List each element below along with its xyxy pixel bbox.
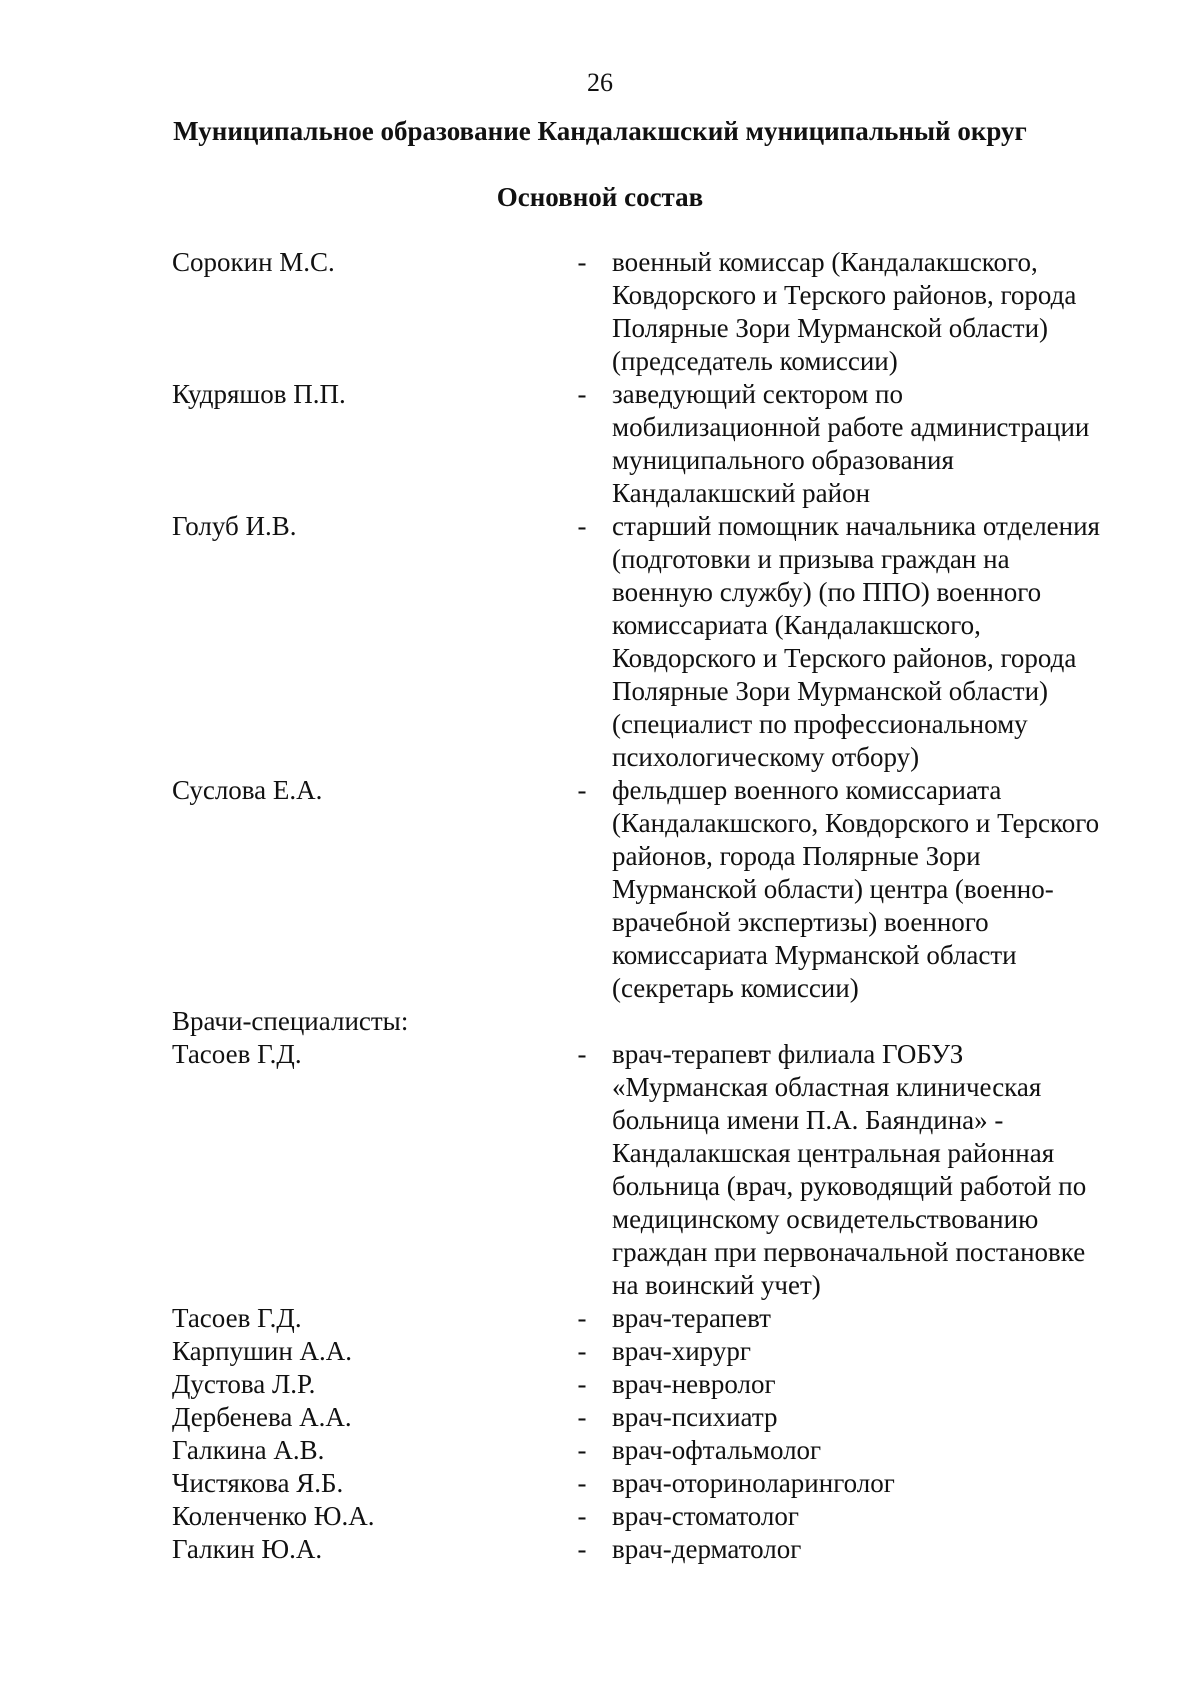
member-role: старший помощник начальника отделения (подготовки и призыва граждан на военную службу) (по ППО) военного комиссариата (Кандалакшского, Ковдорского и Терского районов, города Полярные Зори Мурманской области) (специалист по профессиональному психологическому отбору) — [612, 511, 1100, 772]
specialist-name: Галкина А.В. — [172, 1435, 325, 1465]
member-name: Суслова Е.А. — [172, 775, 323, 805]
member-name: Сорокин М.С. — [172, 247, 335, 277]
specialist-role: врач-стоматолог — [612, 1501, 799, 1531]
dash-separator: - — [577, 1336, 587, 1366]
specialist-row — [172, 1467, 1162, 1500]
dash-separator: - — [577, 775, 587, 805]
specialist-role: врач-хирург — [612, 1336, 751, 1366]
specialist-row — [172, 1500, 1162, 1533]
specialist-name: Галкин Ю.А. — [172, 1534, 323, 1564]
section-title: Основной состав — [496, 182, 704, 212]
specialist-role: врач-офтальмолог — [612, 1435, 822, 1465]
specialist-row — [172, 1335, 1162, 1368]
specialist-role: врач-невролог — [612, 1369, 776, 1399]
specialist-role: врач-дерматолог — [612, 1534, 802, 1564]
specialists-heading: Врачи-специалисты: — [172, 1006, 409, 1036]
dash-separator: - — [577, 379, 587, 409]
member-row — [172, 774, 1162, 1005]
dash-separator: - — [577, 1039, 587, 1069]
specialist-row — [172, 1038, 1162, 1302]
specialist-name: Коленченко Ю.А. — [172, 1501, 375, 1531]
dash-separator: - — [577, 1468, 587, 1498]
dash-separator: - — [577, 1303, 587, 1333]
document-title: Муниципальное образование Кандалакшский муниципальный округ — [173, 116, 1027, 146]
dash-separator: - — [577, 1501, 587, 1531]
specialist-row — [172, 1533, 1162, 1566]
specialist-role: врач-оториноларинголог — [612, 1468, 895, 1498]
member-name: Голуб И.В. — [172, 511, 297, 541]
specialist-name: Тасоев Г.Д. — [172, 1303, 302, 1333]
member-role: военный комиссар (Кандалакшского, Ковдорского и Терского районов, города Полярные Зори Мурманской области) (председатель комиссии) — [612, 247, 1077, 376]
specialist-role: врач-психиатр — [612, 1402, 778, 1432]
member-row — [172, 378, 1162, 510]
specialist-name: Карпушин А.А. — [172, 1336, 353, 1366]
dash-separator: - — [577, 1402, 587, 1432]
dash-separator: - — [577, 1534, 587, 1564]
specialist-role: врач-терапевт филиала ГОБУЗ «Мурманская областная клиническая больница имени П.А. Баяндина» - Кандалакшская центральная районная больница (врач, руководящий работой по медицинскому освидетельствованию граждан при первоначальной постановке на воинский учет) — [612, 1039, 1087, 1300]
specialist-name: Дербенева А.А. — [172, 1402, 352, 1432]
member-role: фельдшер военного комиссариата (Кандалакшского, Ковдорского и Терского районов, города Полярные Зори Мурманской области) центра (военно- врачебной экспертизы) военного комиссариата Мурманской области (секретарь комиссии) — [612, 775, 1100, 1003]
specialist-name: Чистякова Я.Б. — [172, 1468, 344, 1498]
member-row — [172, 510, 1162, 774]
page-number: 26 — [587, 68, 613, 97]
dash-separator: - — [577, 247, 587, 277]
dash-separator: - — [577, 1369, 587, 1399]
specialist-row — [172, 1368, 1162, 1401]
commission-list — [172, 246, 1162, 1566]
specialist-name: Тасоев Г.Д. — [172, 1039, 302, 1069]
specialist-role: врач-терапевт — [612, 1303, 771, 1333]
member-role: заведующий сектором по мобилизационной работе администрации муниципального образования Кандалакшский район — [612, 379, 1090, 508]
specialist-row — [172, 1401, 1162, 1434]
specialist-row — [172, 1434, 1162, 1467]
specialists-heading-row — [172, 1005, 1162, 1038]
dash-separator: - — [577, 1435, 587, 1465]
specialist-name: Дустова Л.Р. — [172, 1369, 316, 1399]
dash-separator: - — [577, 511, 587, 541]
member-name: Кудряшов П.П. — [172, 379, 346, 409]
specialist-row — [172, 1302, 1162, 1335]
member-row — [172, 246, 1162, 378]
